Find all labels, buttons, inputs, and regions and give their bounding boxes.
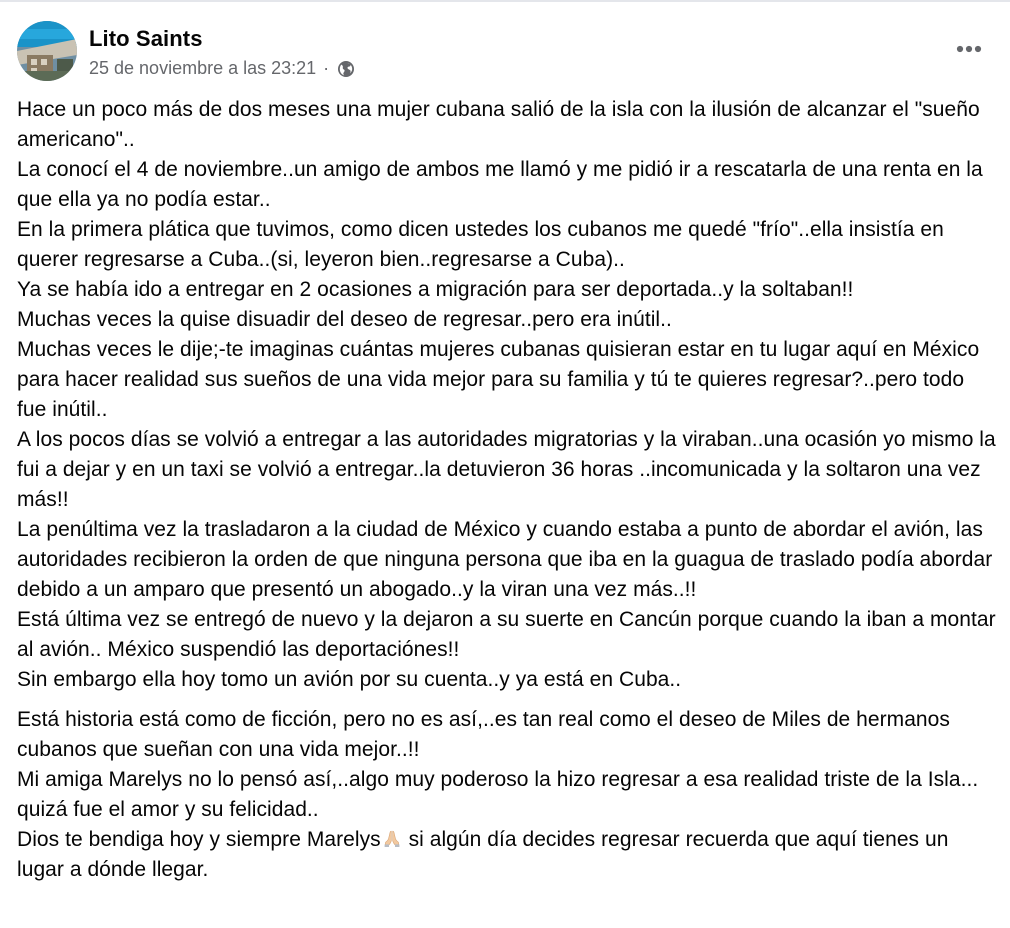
post-line: Mi amiga Marelys no lo pensó así,..algo muy poderoso la hizo regresar a esa realidad triste de la Isla... quizá fue el amor y su felicidad.. [17,768,979,821]
post-line: Sin embargo ella hoy tomo un avión por su cuenta..y ya está en Cuba.. [17,668,682,691]
post-paragraph-2 [17,705,997,885]
post-line: La penúltima vez la trasladaron a la ciudad de México y cuando estaba a punto de abordar el avión, las autoridades recibieron la orden de que ninguna persona que iba en la guagua de traslado podía abordar debido a un amparo que presentó un abogado..y la viran una vez más..!! [17,518,993,601]
post-line: Está historia está como de ficción, pero no es así,..es tan real como el deseo de Miles de hermanos cubanos que sueñan con una vida mejor..!! [17,708,950,761]
post-paragraph-1 [17,95,997,695]
praying-hands-icon [382,827,402,847]
more-horizontal-icon [956,45,982,53]
post-line: La conocí el 4 de noviembre..un amigo de ambos me llamó y me pidió ir a rescatarla de una renta en la que ella ya no podía estar.. [17,158,983,211]
post-timestamp[interactable]: 25 de noviembre a las 23:21 [89,58,317,78]
post-line: Muchas veces la quise disuadir del deseo de regresar..pero era inútil.. [17,308,672,331]
post-meta [89,58,355,79]
post-line: Muchas veces le dije;-te imaginas cuántas mujeres cubanas quisieran estar en tu lugar aquí en México para hacer realidad sus sueños de una vida mejor para su familia y tú te quieres regresar?..pero todo fue inútil.. [17,338,980,421]
post-line: En la primera plática que tuvimos, como dicen ustedes los cubanos me quedé "frío"..ella insistía en querer regresarse a Cuba..(si, leyeron bien..regresarse a Cuba).. [17,218,944,271]
author-avatar[interactable] [17,21,77,81]
post-line-closing [17,825,997,885]
author-name[interactable]: Lito Saints [89,26,203,51]
post-line: Hace un poco más de dos meses una mujer cubana salió de la isla con la ilusión de alcanzar el "sueño americano".. [17,98,980,151]
globe-icon[interactable] [337,60,355,78]
post-line: Ya se había ido a entregar en 2 ocasiones a migración para ser deportada..y la soltaban!! [17,278,854,301]
closing-text-start: Dios te bendiga hoy y siempre Marelys [17,828,381,851]
more-options-button[interactable] [949,29,989,69]
post-line: A los pocos días se volvió a entregar a las autoridades migratorias y la viraban..una ocasión yo mismo la fui a dejar y en un taxi se volvió a entregar..la detuvieron 36 horas ..incomunicada y la soltaron una vez más!! [17,428,996,511]
post-header [17,21,997,83]
post-body [17,95,997,885]
closing-text-end: si algún día decides regresar recuerda que aquí tienes un lugar a dónde llegar. [17,828,949,881]
post-line: Está última vez se entregó de nuevo y la dejaron a su suerte en Cancún porque cuando la iban a montar al avión.. México suspendió las deportaciónes!! [17,608,996,661]
avatar-image [17,21,77,81]
meta-separator: · [323,58,330,78]
